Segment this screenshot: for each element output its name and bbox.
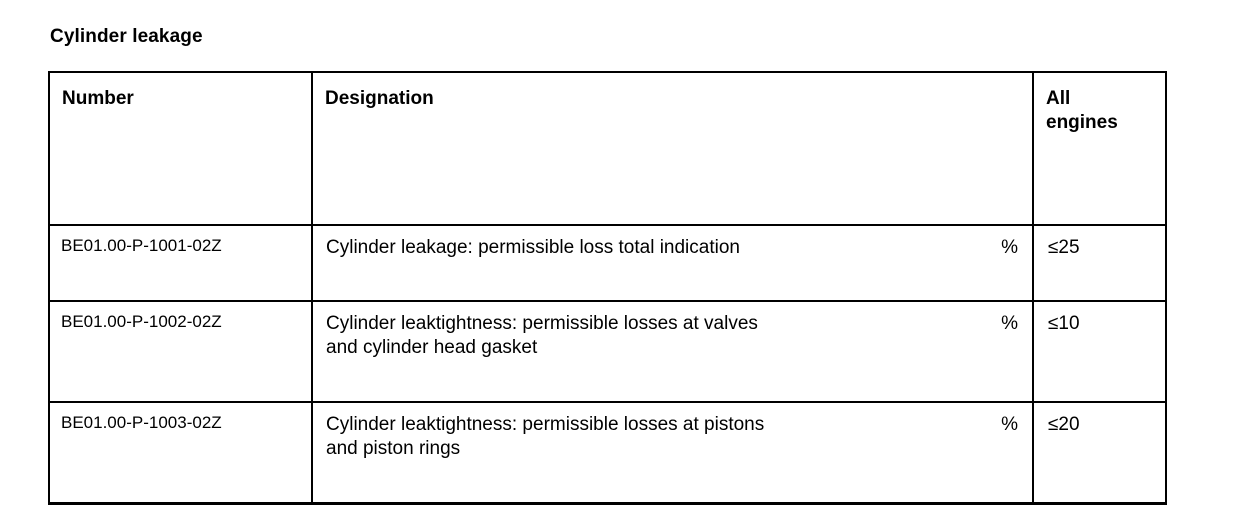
designation-line-1: Cylinder leaktightness: permissible losses at valves (326, 313, 758, 334)
table-row (49, 402, 1166, 504)
table-row (49, 225, 1166, 301)
header-all-engines-line1: All (1046, 88, 1071, 109)
header-all-engines-label (1034, 73, 1165, 135)
unit-text: % (1001, 313, 1018, 334)
designation-line-1: Cylinder leaktightness: permissible losses at pistons (326, 414, 765, 435)
value-cell: ≤10 (1033, 301, 1166, 402)
page-title: Cylinder leakage (50, 26, 203, 47)
header-all-engines (1033, 72, 1166, 225)
designation-text (313, 403, 846, 461)
header-designation-label: Designation (325, 88, 434, 109)
header-all-engines-line2: engines (1046, 112, 1118, 133)
value-cell: ≤20 (1033, 402, 1166, 504)
table-header-row (49, 72, 1166, 225)
header-number-label: Number (62, 88, 134, 109)
header-number (49, 72, 312, 225)
designation-text: Cylinder leakage: permissible loss total indication (326, 237, 740, 258)
value-cell: ≤25 (1033, 225, 1166, 301)
header-designation (312, 72, 1033, 225)
number-cell: BE01.00-P-1003-02Z (49, 402, 312, 504)
unit-text: % (1001, 414, 1018, 435)
designation-cell (312, 301, 1033, 402)
table-row (49, 301, 1166, 402)
cylinder-leakage-table (48, 71, 1167, 505)
designation-line-2: and piston rings (326, 438, 461, 459)
unit-text: % (1001, 237, 1018, 258)
designation-cell (312, 402, 1033, 504)
designation-cell (312, 225, 1033, 301)
designation-text (313, 302, 846, 360)
number-cell: BE01.00-P-1001-02Z (49, 225, 312, 301)
designation-line-2: and cylinder head gasket (326, 337, 538, 358)
number-cell: BE01.00-P-1002-02Z (49, 301, 312, 402)
